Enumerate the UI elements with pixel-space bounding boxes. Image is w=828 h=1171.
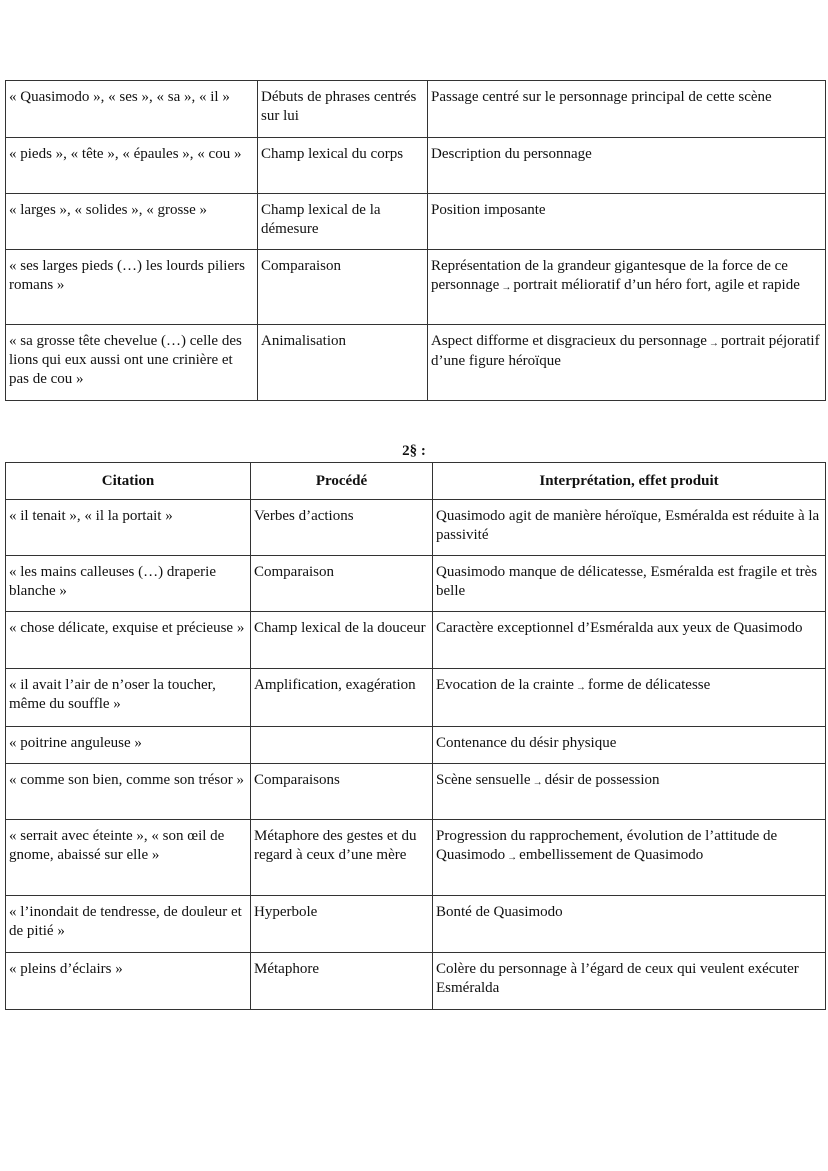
table-row [6,194,826,250]
table-row [6,727,826,764]
column-header-citation: Citation [6,463,251,500]
analysis-table-part2 [5,462,826,1010]
citation-cell: « poitrine anguleuse » [6,727,251,764]
citation-cell: « ses larges pieds (…) les lourds piliers romans » [6,250,258,325]
table-row [6,820,826,896]
table-row [6,612,826,669]
procede-cell: Comparaisons [251,764,433,820]
citation-cell: « larges », « solides », « grosse » [6,194,258,250]
arrow-icon: → [708,338,719,349]
interpretation-text: Evocation de la crainte [436,677,574,693]
interpretation-cell [428,325,826,401]
table-row [6,325,826,401]
interpretation-text: embellissement de Quasimodo [519,847,704,863]
procede-cell: Métaphore [251,953,433,1010]
interpretation-text: portrait mélioratif d’un héro fort, agile et rapide [513,277,800,293]
interpretation-text: désir de possession [544,772,660,788]
citation-cell: « l’inondait de tendresse, de douleur et de pitié » [6,896,251,953]
procede-cell: Champ lexical de la douceur [251,612,433,669]
procede-cell: Amplification, exagération [251,669,433,727]
interpretation-text: Scène sensuelle [436,772,531,788]
table-row [6,81,826,138]
procede-cell: Hyperbole [251,896,433,953]
interpretation-cell: Contenance du désir physique [433,727,826,764]
table-row [6,896,826,953]
section-title: 2§ : [402,443,426,459]
procede-cell: Verbes d’actions [251,500,433,556]
interpretation-cell: Colère du personnage à l’égard de ceux qui veulent exécuter Esméralda [433,953,826,1010]
interpretation-text: Aspect difforme et disgracieux du personnage [431,333,707,349]
citation-cell: « sa grosse tête chevelue (…) celle des lions qui eux aussi ont une crinière et pas de cou » [6,325,258,401]
procede-cell: Débuts de phrases centrés sur lui [258,81,428,138]
procede-cell: Champ lexical du corps [258,138,428,194]
arrow-icon: → [501,282,512,293]
citation-cell: « Quasimodo », « ses », « sa », « il » [6,81,258,138]
table-row [6,556,826,612]
citation-cell: « chose délicate, exquise et précieuse » [6,612,251,669]
procede-cell: Métaphore des gestes et du regard à ceux d’une mère [251,820,433,896]
column-header-procede: Procédé [251,463,433,500]
interpretation-cell: Bonté de Quasimodo [433,896,826,953]
interpretation-cell [428,250,826,325]
citation-cell: « il tenait », « il la portait » [6,500,251,556]
citation-cell: « serrait avec éteinte », « son œil de gnome, abaissé sur elle » [6,820,251,896]
analysis-table-part1 [5,80,826,401]
interpretation-text: forme de délicatesse [587,677,711,693]
interpretation-cell: Passage centré sur le personnage principal de cette scène [428,81,826,138]
arrow-icon: → [507,852,518,863]
citation-cell: « comme son bien, comme son trésor » [6,764,251,820]
citation-cell: « pieds », « tête », « épaules », « cou » [6,138,258,194]
procede-cell: Comparaison [251,556,433,612]
table-row [6,250,826,325]
interpretation-cell: Quasimodo agit de manière héroïque, Esméralda est réduite à la passivité [433,500,826,556]
interpretation-cell [433,669,826,727]
procede-cell: Animalisation [258,325,428,401]
column-header-interpretation: Interprétation, effet produit [433,463,826,500]
citation-cell: « il avait l’air de n’oser la toucher, même du souffle » [6,669,251,727]
table-header-row [6,463,826,500]
interpretation-text: portrait péjoratif d’une figure héroïque [431,333,820,369]
table-row [6,669,826,727]
table-row [6,953,826,1010]
interpretation-cell: Quasimodo manque de délicatesse, Esméralda est fragile et très belle [433,556,826,612]
table-row [6,500,826,556]
interpretation-text: Représentation de la grandeur gigantesque de la force de ce personnage [431,258,788,293]
interpretation-cell: Description du personnage [428,138,826,194]
interpretation-cell: Caractère exceptionnel d’Esméralda aux yeux de Quasimodo [433,612,826,669]
procede-cell: Comparaison [258,250,428,325]
interpretation-text: Progression du rapprochement, évolution de l’attitude de Quasimodo [436,828,778,863]
interpretation-cell [433,764,826,820]
table-row [6,764,826,820]
table-row [6,138,826,194]
interpretation-cell: Position imposante [428,194,826,250]
interpretation-cell [433,820,826,896]
procede-cell: Champ lexical de la démesure [258,194,428,250]
arrow-icon: → [532,777,543,788]
procede-cell [251,727,433,764]
citation-cell: « les mains calleuses (…) draperie blanche » [6,556,251,612]
arrow-icon: → [575,682,586,693]
citation-cell: « pleins d’éclairs » [6,953,251,1010]
